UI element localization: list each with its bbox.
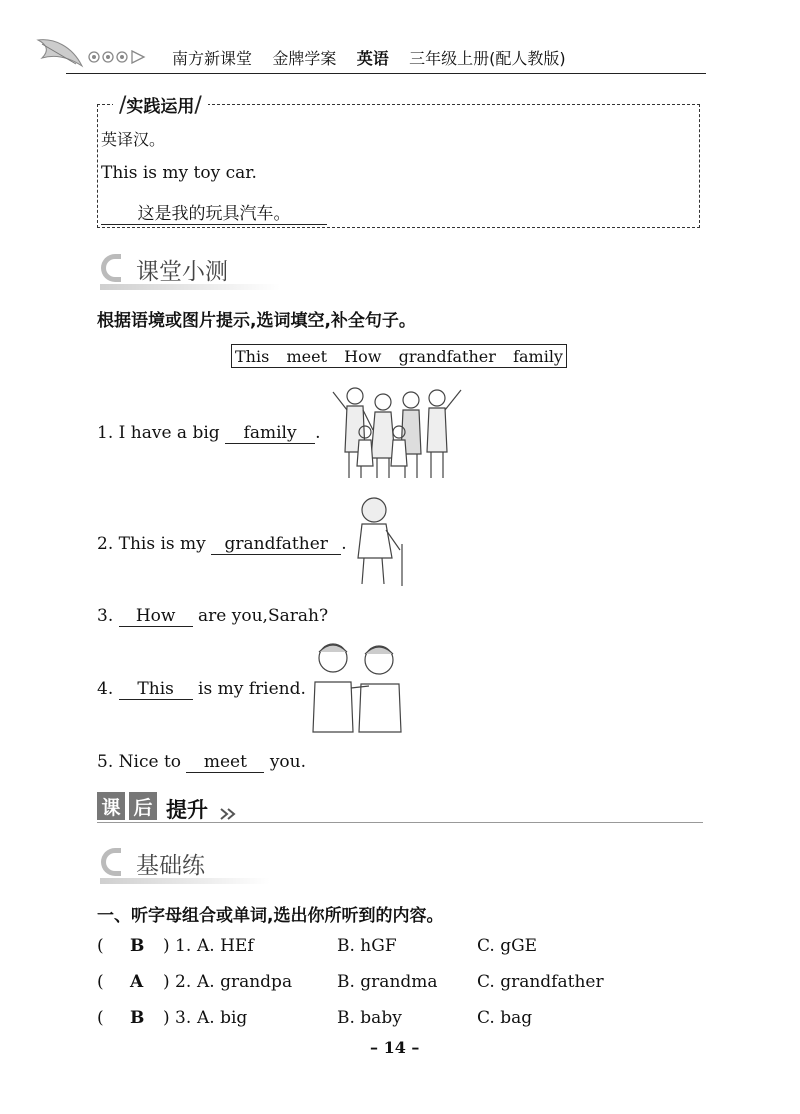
choice-answer: B — [130, 936, 145, 956]
after-class-badge-2: 后 — [129, 792, 157, 820]
friends-illustration — [309, 638, 407, 734]
page-number: – 14 – — [370, 1038, 420, 1057]
question-5 — [97, 752, 306, 773]
header-grade: 三年级上册(配人教版) — [409, 49, 566, 68]
choice-answer: B — [130, 1008, 145, 1028]
question-answer: family — [225, 423, 315, 444]
header-subject: 英语 — [356, 49, 389, 68]
word-bank-item: How — [344, 346, 382, 366]
basic-heading-arc — [101, 848, 121, 876]
question-number: 3. — [97, 606, 114, 626]
choice-a: A. HEf — [197, 936, 254, 956]
question-4 — [97, 679, 306, 700]
question-number: 2. — [97, 534, 114, 554]
choice-c: C. bag — [477, 1008, 533, 1028]
question-text: Nice to — [118, 752, 182, 772]
basic-instruction: 一、听字母组合或单词,选出你所听到的内容。 — [97, 906, 444, 926]
choice-row-2: ( A ) 2. A. grandpa B. grandma C. grandfather — [97, 972, 604, 992]
choice-number: 2. — [175, 972, 192, 992]
word-bank-item: meet — [286, 346, 328, 366]
word-bank-item: This — [235, 346, 270, 366]
question-answer: grandfather — [211, 534, 341, 555]
after-class-badge-1: 课 — [97, 792, 125, 820]
question-2 — [97, 534, 347, 555]
header-title — [172, 46, 566, 69]
after-class-divider — [97, 822, 703, 823]
question-text-after: . — [341, 534, 347, 554]
choice-c: C. grandfather — [477, 972, 604, 992]
question-text-after: is my friend. — [198, 679, 306, 699]
word-bank-item: grandfather — [398, 346, 496, 366]
question-text-after: you. — [269, 752, 307, 772]
question-text: This is my — [118, 534, 206, 554]
basic-heading: 基础练 — [136, 853, 205, 879]
question-text: I have a big — [118, 423, 220, 443]
header-publisher: 南方新课堂 — [172, 49, 253, 68]
choice-number: 1. — [175, 936, 192, 956]
question-text-after: . — [315, 423, 321, 443]
question-text-after: are you,Sarah? — [198, 606, 329, 626]
feather-icon — [36, 36, 84, 76]
question-3 — [97, 606, 328, 627]
practice-title-text: 实践运用 — [126, 97, 195, 117]
grandfather-illustration — [348, 494, 410, 590]
question-answer: How — [119, 606, 193, 627]
choice-b: B. baby — [337, 1008, 402, 1028]
quiz-heading: 课堂小测 — [136, 259, 228, 285]
choice-c: C. gGE — [477, 936, 538, 956]
question-number: 4. — [97, 679, 114, 699]
choice-a: A. big — [197, 1008, 248, 1028]
choice-b: B. grandma — [337, 972, 438, 992]
page-header — [0, 0, 800, 80]
choice-number: 3. — [175, 1008, 192, 1028]
double-chevron-icon — [220, 808, 238, 820]
question-1 — [97, 423, 320, 444]
quiz-heading-arc — [101, 254, 121, 282]
choice-row-3: ( B ) 3. A. big B. baby C. bag — [97, 1008, 533, 1028]
question-number: 5. — [97, 752, 114, 772]
header-series: 金牌学案 — [272, 49, 337, 68]
practice-answer: 这是我的玩具汽车。 — [101, 199, 327, 225]
question-answer: meet — [186, 752, 264, 773]
choice-row-1: ( B ) 1. A. HEf B. hGF C. gGE — [97, 936, 538, 956]
word-bank — [231, 344, 567, 368]
choice-b: B. hGF — [337, 936, 397, 956]
after-class-title: 提升 — [166, 798, 208, 822]
question-answer: This — [119, 679, 193, 700]
practice-sentence: This is my toy car. — [101, 163, 257, 183]
progress-dots-icon — [88, 50, 152, 64]
header-divider — [66, 73, 706, 74]
family-illustration — [327, 382, 467, 482]
choice-a: A. grandpa — [197, 972, 293, 992]
practice-instruction: 英译汉。 — [101, 130, 166, 149]
quiz-instruction: 根据语境或图片提示,选词填空,补全句子。 — [97, 311, 416, 331]
practice-title: /实践运用/ — [113, 92, 208, 118]
question-number: 1. — [97, 423, 114, 443]
choice-answer: A — [130, 972, 144, 992]
word-bank-item: family — [513, 346, 563, 366]
